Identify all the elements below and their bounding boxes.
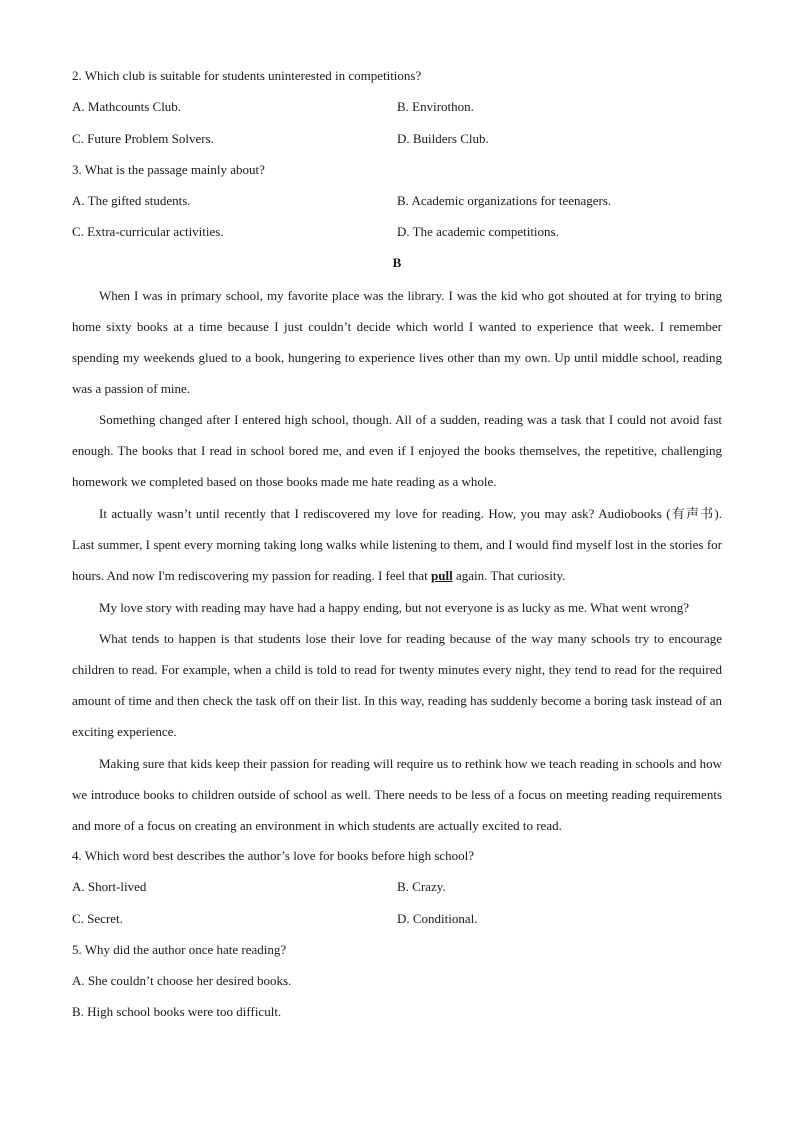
passage-paragraph-5: What tends to happen is that students lose their love for reading because of the way many schools try to encourage children to read. For example, when a child is told to read for twenty minutes every night, they tend to read for the required amount of time and then check the task off on their list. In this way, reading has suddenly become a boring task instead of an exciting experience. (72, 631, 722, 740)
question-3-text: 3. What is the passage mainly about? (72, 162, 265, 177)
passage-paragraph-4: My love story with reading may have had a happy ending, but not everyone is as lucky as me. What went wrong? (99, 600, 690, 615)
paragraph-3-text-after: again. That curiosity. (455, 568, 566, 584)
question-4-option-b: B. Crazy. (397, 879, 446, 894)
question-2-option-a: A. Mathcounts Club. (72, 99, 182, 114)
question-3-option-d: D. The academic competitions. (397, 224, 559, 239)
question-3-option-b: B. Academic organizations for teenagers. (397, 193, 612, 208)
paragraph-3-text-before: It actually wasn’t until recently that I rediscovered my love for reading. How, you may ask? Audiobooks (有声书). Last summer, I spent every morning taking long walks while listening to them, and I would find myself lost in the stories for hours. And now I'm rediscovering my passion for reading. I feel that (72, 506, 722, 584)
passage-paragraph-3 (72, 498, 722, 591)
passage-paragraph-1: When I was in primary school, my favorite place was the library. I was the kid who got shouted at for trying to bring home sixty books at a time because I just couldn’t decide which world I wanted to experience that week. I remember spending my weekends glued to a book, hungering to experience lives other than my own. Up until middle school, reading was a passion of mine. (72, 288, 722, 397)
question-4-option-a: A. Short-lived (72, 879, 147, 894)
underlined-word-pull: pull (431, 568, 453, 584)
question-5-option-b: B. High school books were too difficult. (72, 1004, 282, 1019)
question-2-option-d: D. Builders Club. (397, 131, 489, 146)
passage-paragraph-6: Making sure that kids keep their passion for reading will require us to rethink how we teach reading in schools and how we introduce books to children outside of school as well. There needs to be less of a focus on meeting reading requirements and more of a focus on creating an environment in which students are actually excited to read. (72, 756, 722, 834)
question-5-option-a: A. She couldn’t choose her desired books. (72, 973, 292, 988)
question-3-option-a: A. The gifted students. (72, 193, 191, 208)
question-4-text: 4. Which word best describes the author’s love for books before high school? (72, 848, 475, 863)
question-5-text: 5. Why did the author once hate reading? (72, 942, 287, 957)
question-2-text: 2. Which club is suitable for students uninterested in competitions? (72, 68, 422, 83)
question-3-option-c: C. Extra-curricular activities. (72, 224, 224, 239)
question-2-option-b: B. Envirothon. (397, 99, 474, 114)
passage-paragraph-2: Something changed after I entered high school, though. All of a sudden, reading was a task that I could not avoid fast enough. The books that I read in school bored me, and even if I enjoyed the books themselves, the repetitive, challenging homework we completed based on those books made me hate reading as a whole. (72, 412, 722, 490)
question-4-option-c: C. Secret. (72, 911, 123, 926)
question-2-option-c: C. Future Problem Solvers. (72, 131, 214, 146)
question-4-option-d: D. Conditional. (397, 911, 478, 926)
section-heading: B (392, 255, 402, 270)
